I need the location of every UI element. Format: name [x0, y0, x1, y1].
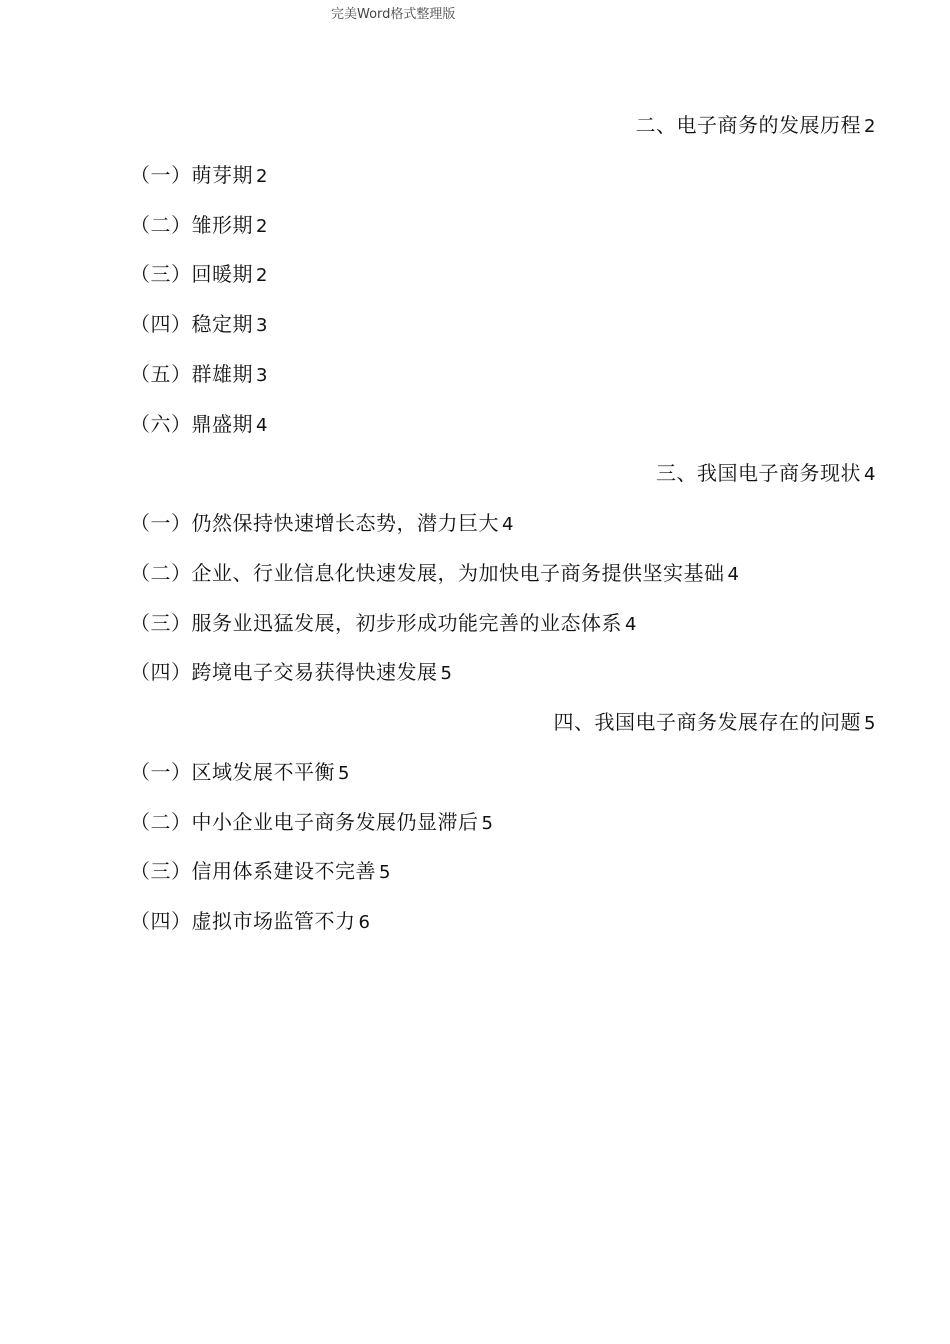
toc-sub-entry[interactable] [130, 510, 514, 538]
toc-sub-entry[interactable] [130, 361, 268, 389]
toc-page-number: 5 [338, 763, 350, 784]
toc-page-number: 5 [481, 813, 494, 834]
toc-page-number: 2 [256, 216, 268, 237]
toc-page-number: 4 [502, 514, 514, 535]
toc-entry-text: （一）仍然保持快速增长态势，潜力巨大 [130, 511, 499, 535]
toc-entry-text: （三）信用体系建设不完善 [130, 859, 376, 883]
toc-entry-text: （二）企业、行业信息化快速发展，为加快电子商务提供坚实基础 [130, 561, 725, 585]
header-note: 完美Word格式整理版 [331, 7, 456, 22]
toc-entry-text: （三）服务业迅猛发展，初步形成功能完善的业态体系 [130, 611, 622, 635]
toc-page-number: 4 [625, 614, 637, 635]
toc-page-number: 3 [256, 365, 268, 386]
toc-entry-text: （一）区域发展不平衡 [130, 760, 335, 784]
toc-sub-entry[interactable] [130, 560, 739, 588]
toc-page-number: 6 [358, 912, 371, 933]
toc-page-number: 4 [864, 464, 876, 485]
toc-entry-text: （四）虚拟市场监管不力 [130, 909, 356, 933]
toc-entry-text: 二、电子商务的发展历程 [635, 113, 862, 137]
toc-sub-entry[interactable] [130, 659, 452, 687]
toc-page-number: 3 [256, 315, 268, 336]
toc-entry-text: 三、我国电子商务现状 [656, 461, 862, 485]
toc-entry-text: （五）群雄期 [130, 362, 253, 386]
toc-sub-entry[interactable] [130, 311, 268, 339]
toc-page-number: 2 [256, 265, 268, 286]
toc-sub-entry[interactable] [130, 162, 268, 190]
toc-page-number: 4 [256, 415, 268, 436]
toc-sub-entry[interactable] [130, 261, 268, 289]
toc-entry-text: （四）跨境电子交易获得快速发展 [130, 660, 438, 684]
toc-page-number: 5 [864, 713, 876, 734]
toc-page-number: 5 [379, 862, 391, 883]
toc-page-number: 2 [864, 116, 876, 137]
toc-sub-entry[interactable] [130, 212, 268, 240]
toc-sub-entry[interactable] [130, 809, 493, 837]
toc-page-number: 5 [440, 663, 453, 684]
toc-section-entry[interactable] [554, 709, 876, 737]
toc-entry-text: （六）鼎盛期 [130, 412, 253, 436]
toc-entry-text: （一）萌芽期 [130, 163, 253, 187]
toc-page-number: 4 [727, 564, 740, 585]
toc-sub-entry[interactable] [130, 858, 391, 886]
toc-entry-text: （二）雏形期 [130, 213, 253, 237]
toc-sub-entry[interactable] [130, 759, 350, 787]
toc-entry-text: （三）回暖期 [130, 262, 253, 286]
toc-sub-entry[interactable] [130, 610, 637, 638]
toc-entry-text: 四、我国电子商务发展存在的问题 [553, 710, 862, 734]
toc-sub-entry[interactable] [130, 411, 268, 439]
toc-section-entry[interactable] [656, 460, 876, 488]
toc-section-entry[interactable] [636, 112, 876, 140]
toc-page-number: 2 [256, 166, 268, 187]
toc-entry-text: （二）中小企业电子商务发展仍显滞后 [130, 810, 479, 834]
toc-sub-entry[interactable] [130, 908, 370, 936]
toc-entry-text: （四）稳定期 [130, 312, 253, 336]
